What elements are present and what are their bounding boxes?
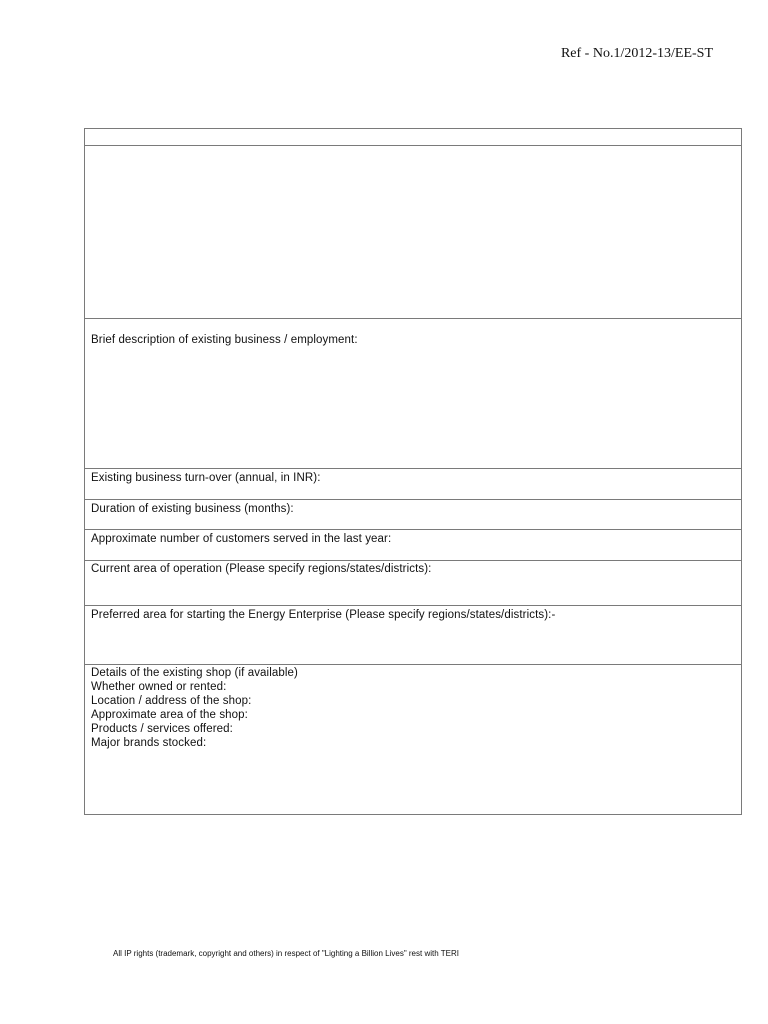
owned-rented-label: Whether owned or rented: [91,681,227,693]
current-area-row [85,561,741,606]
application-form-table [84,128,742,815]
turnover-label: Existing business turn-over (annual, in INR): [91,472,321,484]
products-label: Products / services offered: [91,723,233,735]
existing-business-row [85,319,741,469]
blank-header-row [85,129,741,146]
existing-business-label: Brief description of existing business / employment: [91,334,358,346]
shop-location-label: Location / address of the shop: [91,695,252,707]
shop-area-label: Approximate area of the shop: [91,709,248,721]
turnover-row [85,469,741,500]
duration-row [85,500,741,530]
duration-label: Duration of existing business (months): [91,503,294,515]
current-area-label: Current area of operation (Please specify regions/states/districts): [91,563,432,575]
customers-label: Approximate number of customers served in the last year: [91,533,392,545]
ip-notice: All IP rights (trademark, copyright and others) in respect of "Lighting a Billion Lives" rest with TERI [113,949,459,958]
preferred-area-row [85,606,741,665]
shop-details-heading: Details of the existing shop (if available) [91,667,298,679]
reference-number: Ref - No.1/2012-13/EE-ST [560,46,713,61]
shop-details-row [85,665,741,815]
customers-row [85,530,741,561]
brands-label: Major brands stocked: [91,737,207,749]
blank-large-row [85,146,741,319]
preferred-area-label: Preferred area for starting the Energy Enterprise (Please specify regions/states/districts):- [91,609,556,621]
